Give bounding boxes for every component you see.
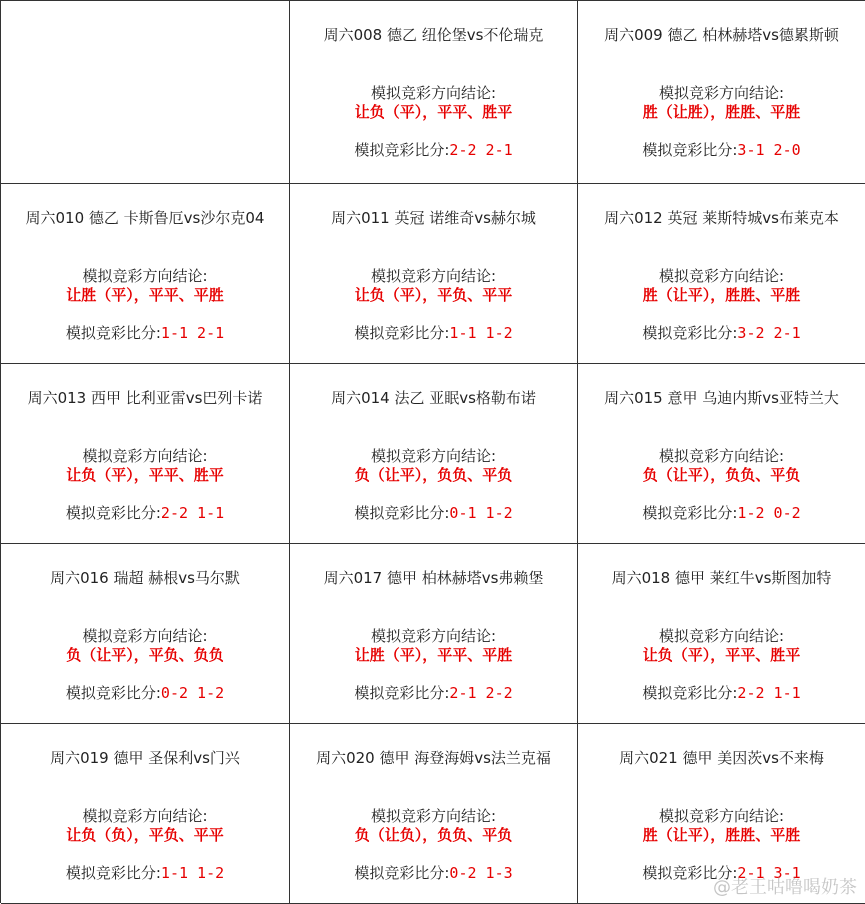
match-title: 周六009 德乙 柏林赫塔vs德累斯顿 <box>604 26 839 44</box>
score-label: 模拟竞彩比分: <box>354 504 450 522</box>
conclusion-label: 模拟竞彩方向结论: <box>370 267 497 285</box>
score-label: 模拟竞彩比分: <box>354 864 450 882</box>
match-cell <box>578 364 865 544</box>
conclusion-label: 模拟竞彩方向结论: <box>370 447 497 465</box>
match-title: 周六014 法乙 亚眠vs格勒布诺 <box>331 389 536 407</box>
score-value: 3-1 2-0 <box>737 141 801 159</box>
score-value: 0-2 1-2 <box>160 684 225 702</box>
score-value: 1-2 0-2 <box>737 504 801 522</box>
conclusion-value: 让胜（平），平平、平胜 <box>66 286 224 304</box>
match-cell <box>578 724 865 904</box>
match-cell <box>290 724 578 904</box>
match-cell <box>290 184 578 364</box>
conclusion-value: 让负（负），平负、平平 <box>66 826 224 844</box>
match-title: 周六012 英冠 莱斯特城vs布莱克本 <box>604 209 839 227</box>
score-line <box>1 503 289 523</box>
conclusion-label: 模拟竞彩方向结论: <box>82 807 208 825</box>
conclusion-value: 胜（让平），胜胜、平胜 <box>642 286 801 304</box>
score-label: 模拟竞彩比分: <box>65 684 161 702</box>
score-line <box>290 503 577 523</box>
score-line <box>290 683 577 703</box>
score-value: 2-2 2-1 <box>449 141 513 159</box>
score-value: 1-1 2-1 <box>160 324 225 342</box>
score-value: 1-1 1-2 <box>160 864 225 882</box>
score-value: 2-1 3-1 <box>737 864 801 882</box>
empty-cell <box>1 1 290 184</box>
match-title: 周六021 德甲 美因茨vs不来梅 <box>619 749 824 767</box>
conclusion-value: 胜（让平），胜胜、平胜 <box>642 826 801 844</box>
score-value: 1-1 1-2 <box>449 324 513 342</box>
score-line <box>1 683 289 703</box>
watermark: @老王咕噜喝奶茶 <box>713 877 857 898</box>
score-label: 模拟竞彩比分: <box>642 141 738 159</box>
score-line <box>578 863 865 883</box>
score-value: 2-2 1-1 <box>160 504 225 522</box>
score-label: 模拟竞彩比分: <box>65 324 161 342</box>
match-title: 周六018 德甲 莱红牛vs斯图加特 <box>611 569 832 587</box>
conclusion-value: 让负（平），平负、平平 <box>354 286 513 304</box>
conclusion-value: 负（让平），负负、平负 <box>354 466 513 484</box>
score-line <box>578 683 865 703</box>
score-label: 模拟竞彩比分: <box>65 864 161 882</box>
score-label: 模拟竞彩比分: <box>354 684 450 702</box>
conclusion-value: 负（让平），平负、负负 <box>66 646 224 664</box>
score-line <box>290 323 577 343</box>
conclusion-label: 模拟竞彩方向结论: <box>82 447 208 465</box>
score-value: 0-2 1-3 <box>449 864 513 882</box>
conclusion-value: 让负（平），平平、胜平 <box>66 466 224 484</box>
match-cell <box>1 184 290 364</box>
match-title: 周六010 德乙 卡斯鲁厄vs沙尔克04 <box>25 209 265 227</box>
match-cell <box>290 1 578 184</box>
match-cell <box>290 544 578 724</box>
conclusion-label: 模拟竞彩方向结论: <box>370 627 497 645</box>
score-value: 2-1 2-2 <box>449 684 513 702</box>
score-value: 3-2 2-1 <box>737 324 801 342</box>
score-line <box>1 323 289 343</box>
match-title: 周六011 英冠 诺维奇vs赫尔城 <box>331 209 536 227</box>
conclusion-label: 模拟竞彩方向结论: <box>370 807 497 825</box>
score-label: 模拟竞彩比分: <box>354 141 450 159</box>
conclusion-value: 让胜（平），平平、平胜 <box>354 646 513 664</box>
score-line <box>1 863 289 883</box>
conclusion-label: 模拟竞彩方向结论: <box>658 447 785 465</box>
conclusion-value: 胜（让胜），胜胜、平胜 <box>642 103 801 121</box>
conclusion-label: 模拟竞彩方向结论: <box>658 84 785 102</box>
score-line <box>578 503 865 523</box>
score-line <box>290 140 577 160</box>
score-value: 2-2 1-1 <box>737 684 801 702</box>
score-label: 模拟竞彩比分: <box>354 324 450 342</box>
conclusion-label: 模拟竞彩方向结论: <box>658 807 785 825</box>
match-title: 周六015 意甲 乌迪内斯vs亚特兰大 <box>604 389 839 407</box>
match-title: 周六008 德乙 纽伦堡vs不伦瑞克 <box>323 26 544 44</box>
conclusion-label: 模拟竞彩方向结论: <box>82 627 208 645</box>
match-title: 周六013 西甲 比利亚雷vs巴列卡诺 <box>27 389 263 407</box>
score-label: 模拟竞彩比分: <box>642 864 738 882</box>
conclusion-label: 模拟竞彩方向结论: <box>82 267 208 285</box>
conclusion-label: 模拟竞彩方向结论: <box>370 84 497 102</box>
score-line <box>290 863 577 883</box>
score-line <box>578 323 865 343</box>
score-label: 模拟竞彩比分: <box>65 504 161 522</box>
match-title: 周六020 德甲 海登海姆vs法兰克福 <box>316 749 551 767</box>
score-value: 0-1 1-2 <box>449 504 513 522</box>
match-cell <box>1 544 290 724</box>
match-title: 周六016 瑞超 赫根vs马尔默 <box>50 569 240 587</box>
conclusion-value: 让负（平），平平、胜平 <box>642 646 801 664</box>
score-line <box>578 140 865 160</box>
match-cell <box>578 1 865 184</box>
score-label: 模拟竞彩比分: <box>642 324 738 342</box>
conclusion-label: 模拟竞彩方向结论: <box>658 627 785 645</box>
conclusion-value: 负（让负），负负、平负 <box>354 826 513 844</box>
match-cell <box>1 364 290 544</box>
conclusion-value: 让负（平），平平、胜平 <box>354 103 513 121</box>
match-cell <box>1 724 290 904</box>
match-title: 周六017 德甲 柏林赫塔vs弗赖堡 <box>323 569 544 587</box>
conclusion-label: 模拟竞彩方向结论: <box>658 267 785 285</box>
conclusion-value: 负（让平），负负、平负 <box>642 466 801 484</box>
match-cell <box>578 544 865 724</box>
score-label: 模拟竞彩比分: <box>642 684 738 702</box>
score-label: 模拟竞彩比分: <box>642 504 738 522</box>
match-title: 周六019 德甲 圣保利vs门兴 <box>50 749 240 767</box>
match-cell <box>578 184 865 364</box>
match-cell <box>290 364 578 544</box>
